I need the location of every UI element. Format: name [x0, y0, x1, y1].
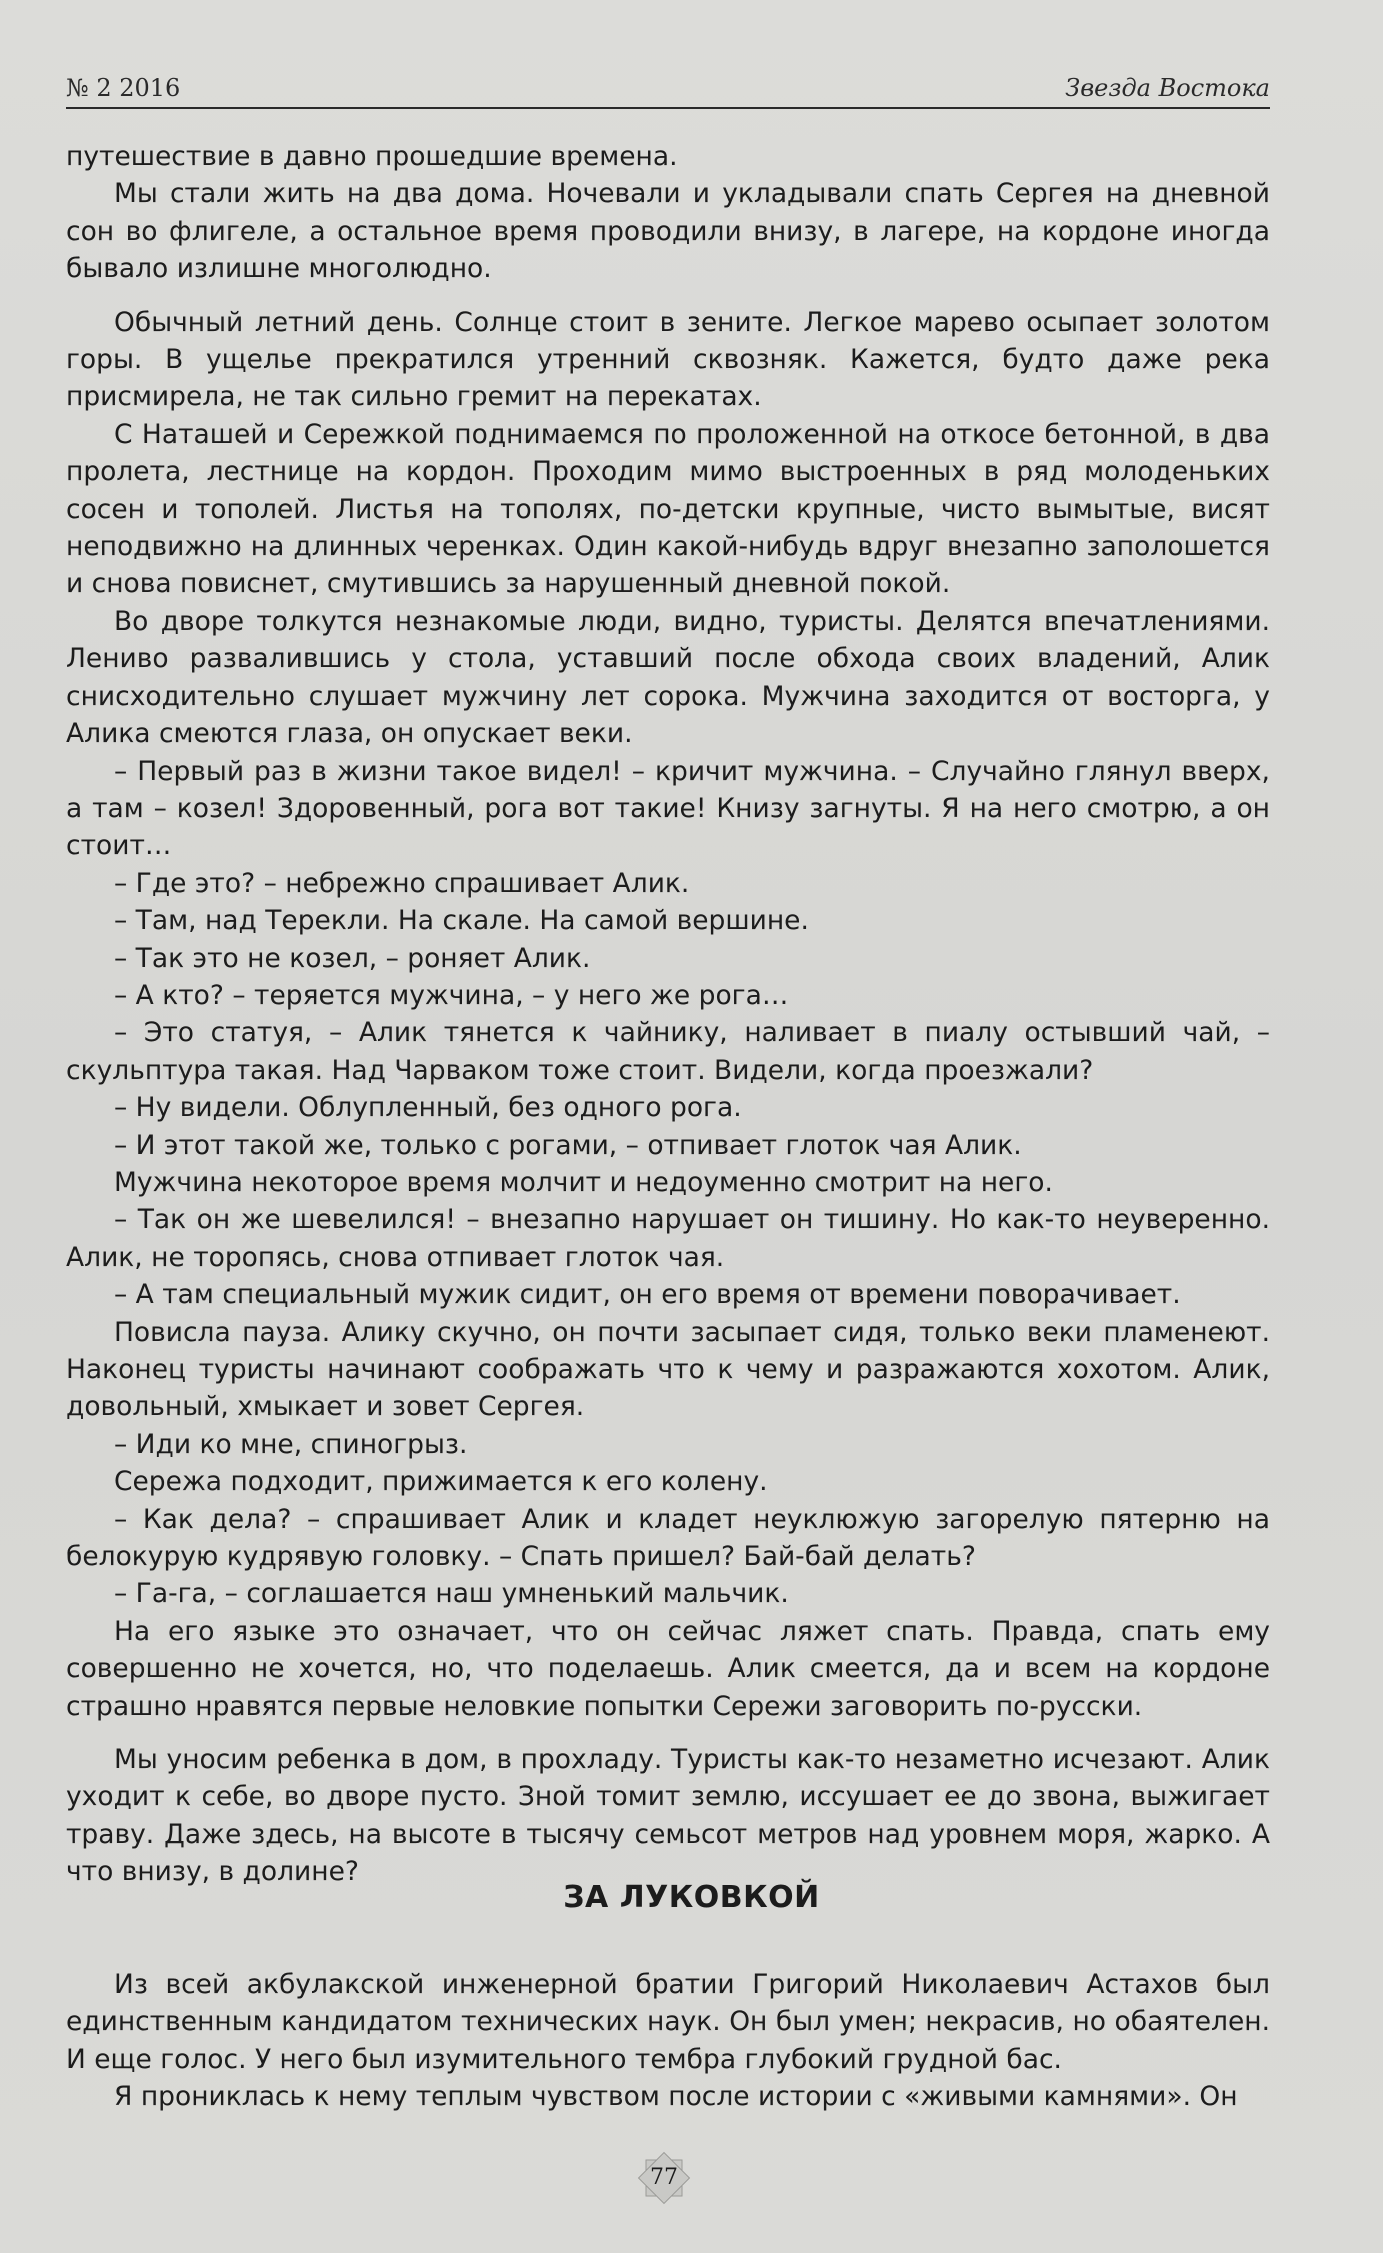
- paragraph: – Первый раз в жизни такое видел! – кричит мужчина. – Случайно глянул вверх, а там – козел! Здоровенный, рога вот такие! Книзу загнуты. Я на него смотрю, а он стоит…: [66, 755, 1270, 862]
- paragraph: – Ну видели. Облупленный, без одного рога.: [114, 1092, 742, 1124]
- paragraph: На его языке это означает, что он сейчас ляжет спать. Правда, спать ему совершенно не хочется, но, что поделаешь. Алик смеется, да и всем на кордоне страшно нравятся первые неловкие попытки Сережи заговорить по-русски.: [66, 1615, 1270, 1722]
- header-rule: [66, 107, 1270, 109]
- paragraph: – А кто? – теряется мужчина, – у него же рога…: [114, 979, 789, 1011]
- issue-label: № 2 2016: [66, 74, 181, 102]
- section-text: [66, 1966, 1270, 2116]
- paragraph: – Где это? – небрежно спрашивает Алик.: [114, 867, 690, 899]
- paragraph: – Иди ко мне, спиногрыз.: [114, 1428, 468, 1460]
- paragraph: – Га-га, – соглашается наш умненький мальчик.: [114, 1578, 789, 1610]
- paragraph: С Наташей и Сережкой поднимаемся по проложенной на откосе бетонной, в два пролета, лестнице на кордон. Проходим мимо выстроенных в ряд молоденьких сосен и тополей. Листья на тополях, по-детски крупные, чисто вымытые, висят неподвижно на длинных черенках. Один какой-нибудь вдруг внезапно заполошется и снова повиснет, смутившись за нарушенный дневной покой.: [66, 418, 1270, 600]
- page-number-badge: [634, 2148, 694, 2208]
- paragraph: Обычный летний день. Солнце стоит в зените. Легкое марево осыпает золотом горы. В ущелье прекратился утренний сквозняк. Кажется, будто даже река присмирела, не так сильно гремит на перекатах.: [66, 306, 1270, 413]
- paragraph: Из всей акбулакской инженерной братии Григорий Николаевич Астахов был единственным кандидатом технических наук. Он был умен; некрасив, но обаятелен. И еще голос. У него был изумительного тембра глубокий грудной бас.: [66, 1969, 1270, 2075]
- paragraph: путешествие в давно прошедшие времена.: [66, 141, 678, 172]
- paragraph: – А там специальный мужик сидит, он его время от времени поворачивает.: [114, 1279, 1181, 1311]
- paragraph: Повисла пауза. Алику скучно, он почти засыпает сидя, только веки пламенеют. Наконец туристы начинают соображать что к чему и разражаются хохотом. Алик, довольный, хмыкает и зовет Сергея.: [66, 1316, 1270, 1423]
- paragraph: – Так он же шевелился! – внезапно нарушает он тишину. Но как-то неуверенно. Алик, не торопясь, снова отпивает глоток чая.: [66, 1204, 1270, 1273]
- paragraph: Сережа подходит, прижимается к его колену.: [114, 1466, 768, 1498]
- paragraph: Мы уносим ребенка в дом, в прохладу. Туристы как-то незаметно исчезают. Алик уходит к себе, во дворе пусто. Зной томит землю, иссушает ее до звона, выжигает траву. Даже здесь, на высоте в тысячу семьсот метров над уровнем моря, жарко. А что внизу, в долине?: [66, 1744, 1270, 1888]
- page-number: 77: [650, 2165, 678, 2190]
- paragraph: – Так это не козел, – роняет Алик.: [114, 942, 591, 974]
- paragraph: Мужчина некоторое время молчит и недоуменно смотрит на него.: [114, 1166, 1053, 1198]
- paragraph: – Как дела? – спрашивает Алик и кладет неуклюжую загорелую пятерню на белокурую кудрявую головку. – Спать пришел? Бай-бай делать?: [66, 1503, 1270, 1573]
- journal-title: Звезда Востока: [1065, 74, 1270, 102]
- paragraph: Во дворе толкутся незнакомые люди, видно, туристы. Делятся впечатлениями. Лениво развалившись у стола, уставший после обхода своих владений, Алик снисходительно слушает мужчину лет сорока. Мужчина заходится от восторга, у Алика смеются глаза, он опускает веки.: [66, 605, 1270, 750]
- main-text: [66, 138, 1270, 1891]
- running-header: [66, 68, 1270, 108]
- paragraph: Я прониклась к нему теплым чувством после истории с «живыми камнями». Он: [114, 2081, 1238, 2113]
- paragraph: Мы стали жить на два дома. Ночевали и укладывали спать Сергея на дневной сон во флигеле, а остальное время проводили внизу, в лагере, на кордоне иногда бывало излишне многолюдно.: [66, 178, 1270, 285]
- paragraph: – И этот такой же, только с рогами, – отпивает глоток чая Алик.: [114, 1129, 1022, 1161]
- section-heading: ЗА ЛУКОВКОЙ: [563, 1880, 820, 1915]
- paragraph: – Там, над Терекли. На скале. На самой вершине.: [114, 905, 809, 937]
- paragraph: – Это статуя, – Алик тянется к чайнику, наливает в пиалу остывший чай, – скульптура такая. Над Чарваком тоже стоит. Видели, когда проезжали?: [66, 1017, 1270, 1086]
